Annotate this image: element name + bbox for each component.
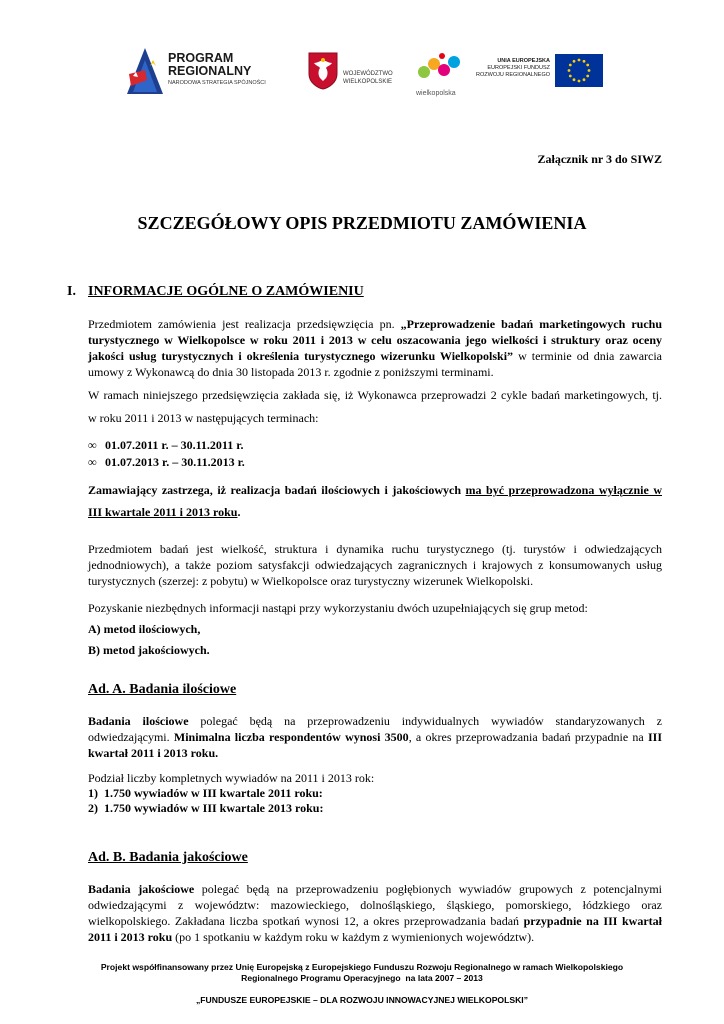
ue-line1: UNIA EUROPEJSKA (497, 58, 550, 64)
quantitative-paragraph (88, 713, 662, 761)
program-logo-sub: NARODOWA STRATEGIA SPÓJNOŚCI (168, 80, 266, 86)
quantitative-period-text: , a okres przeprowadzania badań przypadnie na (408, 730, 648, 744)
wojewodztwo-line1: WOJEWÓDZTWO (343, 71, 393, 77)
quantitative-text: polegać będą na przeprowadzeniu indywidualnych wywiadów standaryzowanych z odwiedzającymi. (88, 714, 662, 744)
wojewodztwo-crest-icon (308, 52, 338, 90)
bullet-icon: ∞ (88, 438, 97, 452)
footer-line1: Projekt współfinansowany przez Unię Europejską z Europejskiego Funduszu Rozwoju Regionalnego w ramach Wielkopolskiego (100, 962, 624, 972)
reservation-end: . (237, 505, 241, 519)
quantitative-period: III kwartał 2011 i 2013 roku. (88, 730, 662, 760)
footer-line2: Regionalnego Programu Operacyjnego na lata 2007 – 2013 (241, 973, 483, 983)
ue-line3: ROZWOJU REGIONALNEGO (476, 72, 550, 78)
qualitative-label: Badania jakościowe (88, 882, 195, 896)
wlkp-label: wielkopolska (416, 90, 456, 97)
method-item: A) metod ilościowych, (88, 622, 201, 636)
reservation-line1 (88, 483, 662, 498)
quantitative-heading: Ad. A. Badania ilościowe (88, 682, 237, 697)
reservation-text: Zamawiający zastrzega, iż realizacja badań ilościowych i jakościowych (88, 483, 466, 497)
split-item: 2) 1.750 wywiadów w III kwartale 2013 roku: (88, 801, 324, 815)
intro-paragraph (88, 316, 662, 380)
program-logo-line2: REGIONALNY (168, 64, 252, 78)
qualitative-heading: Ad. B. Badania jakościowe (88, 850, 248, 865)
section-number: I. (67, 284, 76, 299)
intro-deadline: w terminie od dnia zawarcia umowy z Wykonawcą do dnia 30 listopada 2013 r. zgodnie z poniższymi terminami. (88, 349, 663, 379)
wojewodztwo-line2: WIELKOPOLSKIE (343, 79, 393, 85)
bullet-icon: ∞ (88, 455, 97, 469)
project-name: „Przeprowadzenie badań marketingowych ruchu turystycznego w Wielkopolsce w roku 2011 i 2013 w celu oszacowania jego wielkości i struktury oraz oceny jakości usług turystycznych i określenia turystycznego wizerunku Wielkopolski” (88, 317, 662, 363)
research-subject-paragraph: Przedmiotem badań jest wielkość, struktura i dynamika ruchu turystycznego (tj. turystów i odwiedzających jednodniowych), a także poziom satysfakcji odwiedzających zagranicznych i krajowych z konsumowanych usług turystycznych (szerzej: z pobytu) w Wielkopolsce oraz turystyczny wizerunek Wielkopolski. (88, 542, 662, 588)
program-regionalny-logo-icon (125, 46, 165, 96)
reservation-emphasis: ma być przeprowadzona wyłącznie w (465, 483, 662, 497)
split-item: 1) 1.750 wywiadów w III kwartale 2011 roku: (88, 786, 323, 800)
reservation-line2 (88, 505, 240, 520)
qualitative-note: (po 1 spotkaniu w każdym roku w każdym z wymienionych województw). (172, 930, 535, 944)
reservation-period: III kwartale 2011 i 2013 roku (88, 505, 238, 519)
qualitative-paragraph (88, 881, 662, 945)
section-heading: INFORMACJE OGÓLNE O ZAMÓWIENIU (88, 284, 364, 299)
term-text: 01.07.2011 r. – 30.11.2011 r. (105, 438, 244, 452)
quantitative-label: Badania ilościowe (88, 714, 189, 728)
eu-flag-icon (555, 54, 603, 87)
term-item (88, 437, 243, 453)
program-logo-line1: PROGRAM (168, 51, 234, 65)
annex-label: Załącznik nr 3 do SIWZ (537, 152, 662, 166)
cycles-line2: w roku 2011 i 2013 w następujących terminach: (88, 411, 319, 425)
term-text: 01.07.2013 r. – 30.11.2013 r. (105, 455, 245, 469)
cycles-line1: W ramach niniejszego przedsięwzięcia zakłada się, iż Wykonawca przeprowadzi 2 cykle badań marketingowych, tj. (88, 388, 662, 402)
wlkp-mark (416, 62, 464, 72)
logo-strip (0, 40, 724, 110)
method-item: B) metod jakościowych. (88, 643, 210, 657)
respondents-minimum: Minimalna liczba respondentów wynosi 3500 (173, 730, 409, 744)
intro-text: Przedmiotem zamówienia jest realizacja przedsięwzięcia pn. (88, 317, 401, 331)
footer-slogan: „FUNDUSZE EUROPEJSKIE – DLA ROZWOJU INNOWACYJNEJ WIELKOPOLSKI” (195, 995, 528, 1005)
qualitative-period: przypadnie na III kwartał 2011 i 2013 roku (88, 914, 663, 944)
methods-intro: Pozyskanie niezbędnych informacji nastąpi przy wykorzystaniu dwóch uzupełniających się grup metod: (88, 601, 588, 615)
term-item (88, 454, 245, 470)
page-title: SZCZEGÓŁOWY OPIS PRZEDMIOTU ZAMÓWIENIA (137, 213, 587, 233)
qualitative-text: polegać będą na przeprowadzeniu pogłębionych wywiadów grupowych z potencjalnymi odwiedzającymi z województw: mazowieckiego, dolnośląskiego, śląskiego, pomorskiego, łódzkiego oraz wielkopolskiego. Zakładana liczba spotkań wynosi 12, a okres przeprowadzania badań (88, 882, 662, 928)
ue-line2: EUROPEJSKI FUNDUSZ (487, 65, 550, 71)
split-intro: Podział liczby kompletnych wywiadów na 2011 i 2013 rok: (88, 771, 375, 785)
